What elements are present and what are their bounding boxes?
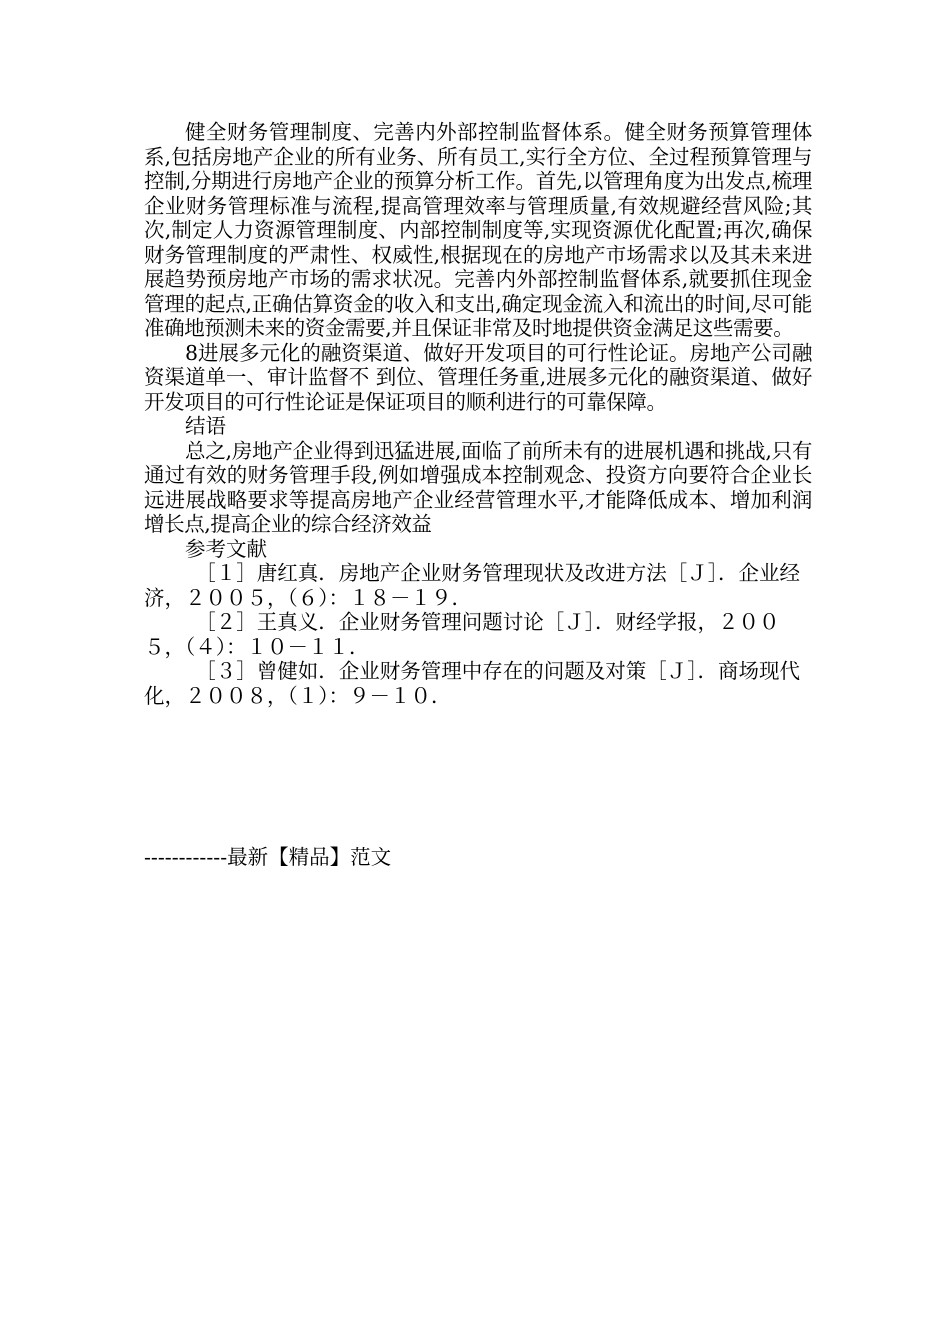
document-body [144, 120, 812, 708]
conclusion-paragraph: 总之,房地产企业得到迅猛进展,面临了前所未有的进展机遇和挑战,只有通过有效的财务管理手段,例如增强成本控制观念、投资方向要符合企业长远进展战略要求等提高房地产企业经营管理水平,才能降低成本、增加利润增长点,提高企业的综合经济效益 [144, 438, 812, 536]
references-heading: 参考文献 [185, 536, 267, 561]
reference-item-2: ［２］王真义．企业财务管理问题讨论［Ｊ］．财经学报，２００５，（４）：１０－１１． [144, 610, 780, 659]
paragraph-financial-system: 健全财务管理制度、完善内外部控制监督体系。健全财务预算管理体系,包括房地产企业的所有业务、所有员工,实行全方位、全过程预算管理与控制,分期进行房地产企业的预算分析工作。首先,以管理角度为出发点,梳理企业财务管理标准与流程,提高管理效率与管理质量,有效规避经营风险;其次,制定人力资源管理制度、内部控制制度等,实现资源优化配置;再次,确保财务管理制度的严肃性、权威性,根据现在的房地产市场需求以及其未来进展趋势预房地产市场的需求状况。完善内外部控制监督体系,就要抓住现金管理的起点,正确估算资金的收入和支出,确定现金流入和流出的时间,尽可能准确地预测未来的资金需要,并且保证非常及时地提供资金满足这些需要。 [144, 120, 812, 340]
paragraph-financing-channels: 8进展多元化的融资渠道、做好开发项目的可行性论证。房地产公司融资渠道单一、审计监督不 到位、管理任务重,进展多元化的融资渠道、做好开发项目的可行性论证是保证项目的顺利进行的可靠保障。 [144, 340, 812, 414]
page-footer: ------------最新【精品】范文 [144, 845, 392, 869]
conclusion-heading: 结语 [185, 414, 226, 438]
reference-item-3: ［３］曾健如．企业财务管理中存在的问题及对策［Ｊ］．商场现代化，２００８，（１）：９－１０． [144, 659, 800, 708]
reference-item-1: ［１］唐红真．房地产企业财务管理现状及改进方法［Ｊ］．企业经济，２００５，（６）：１８－１９． [144, 561, 800, 610]
